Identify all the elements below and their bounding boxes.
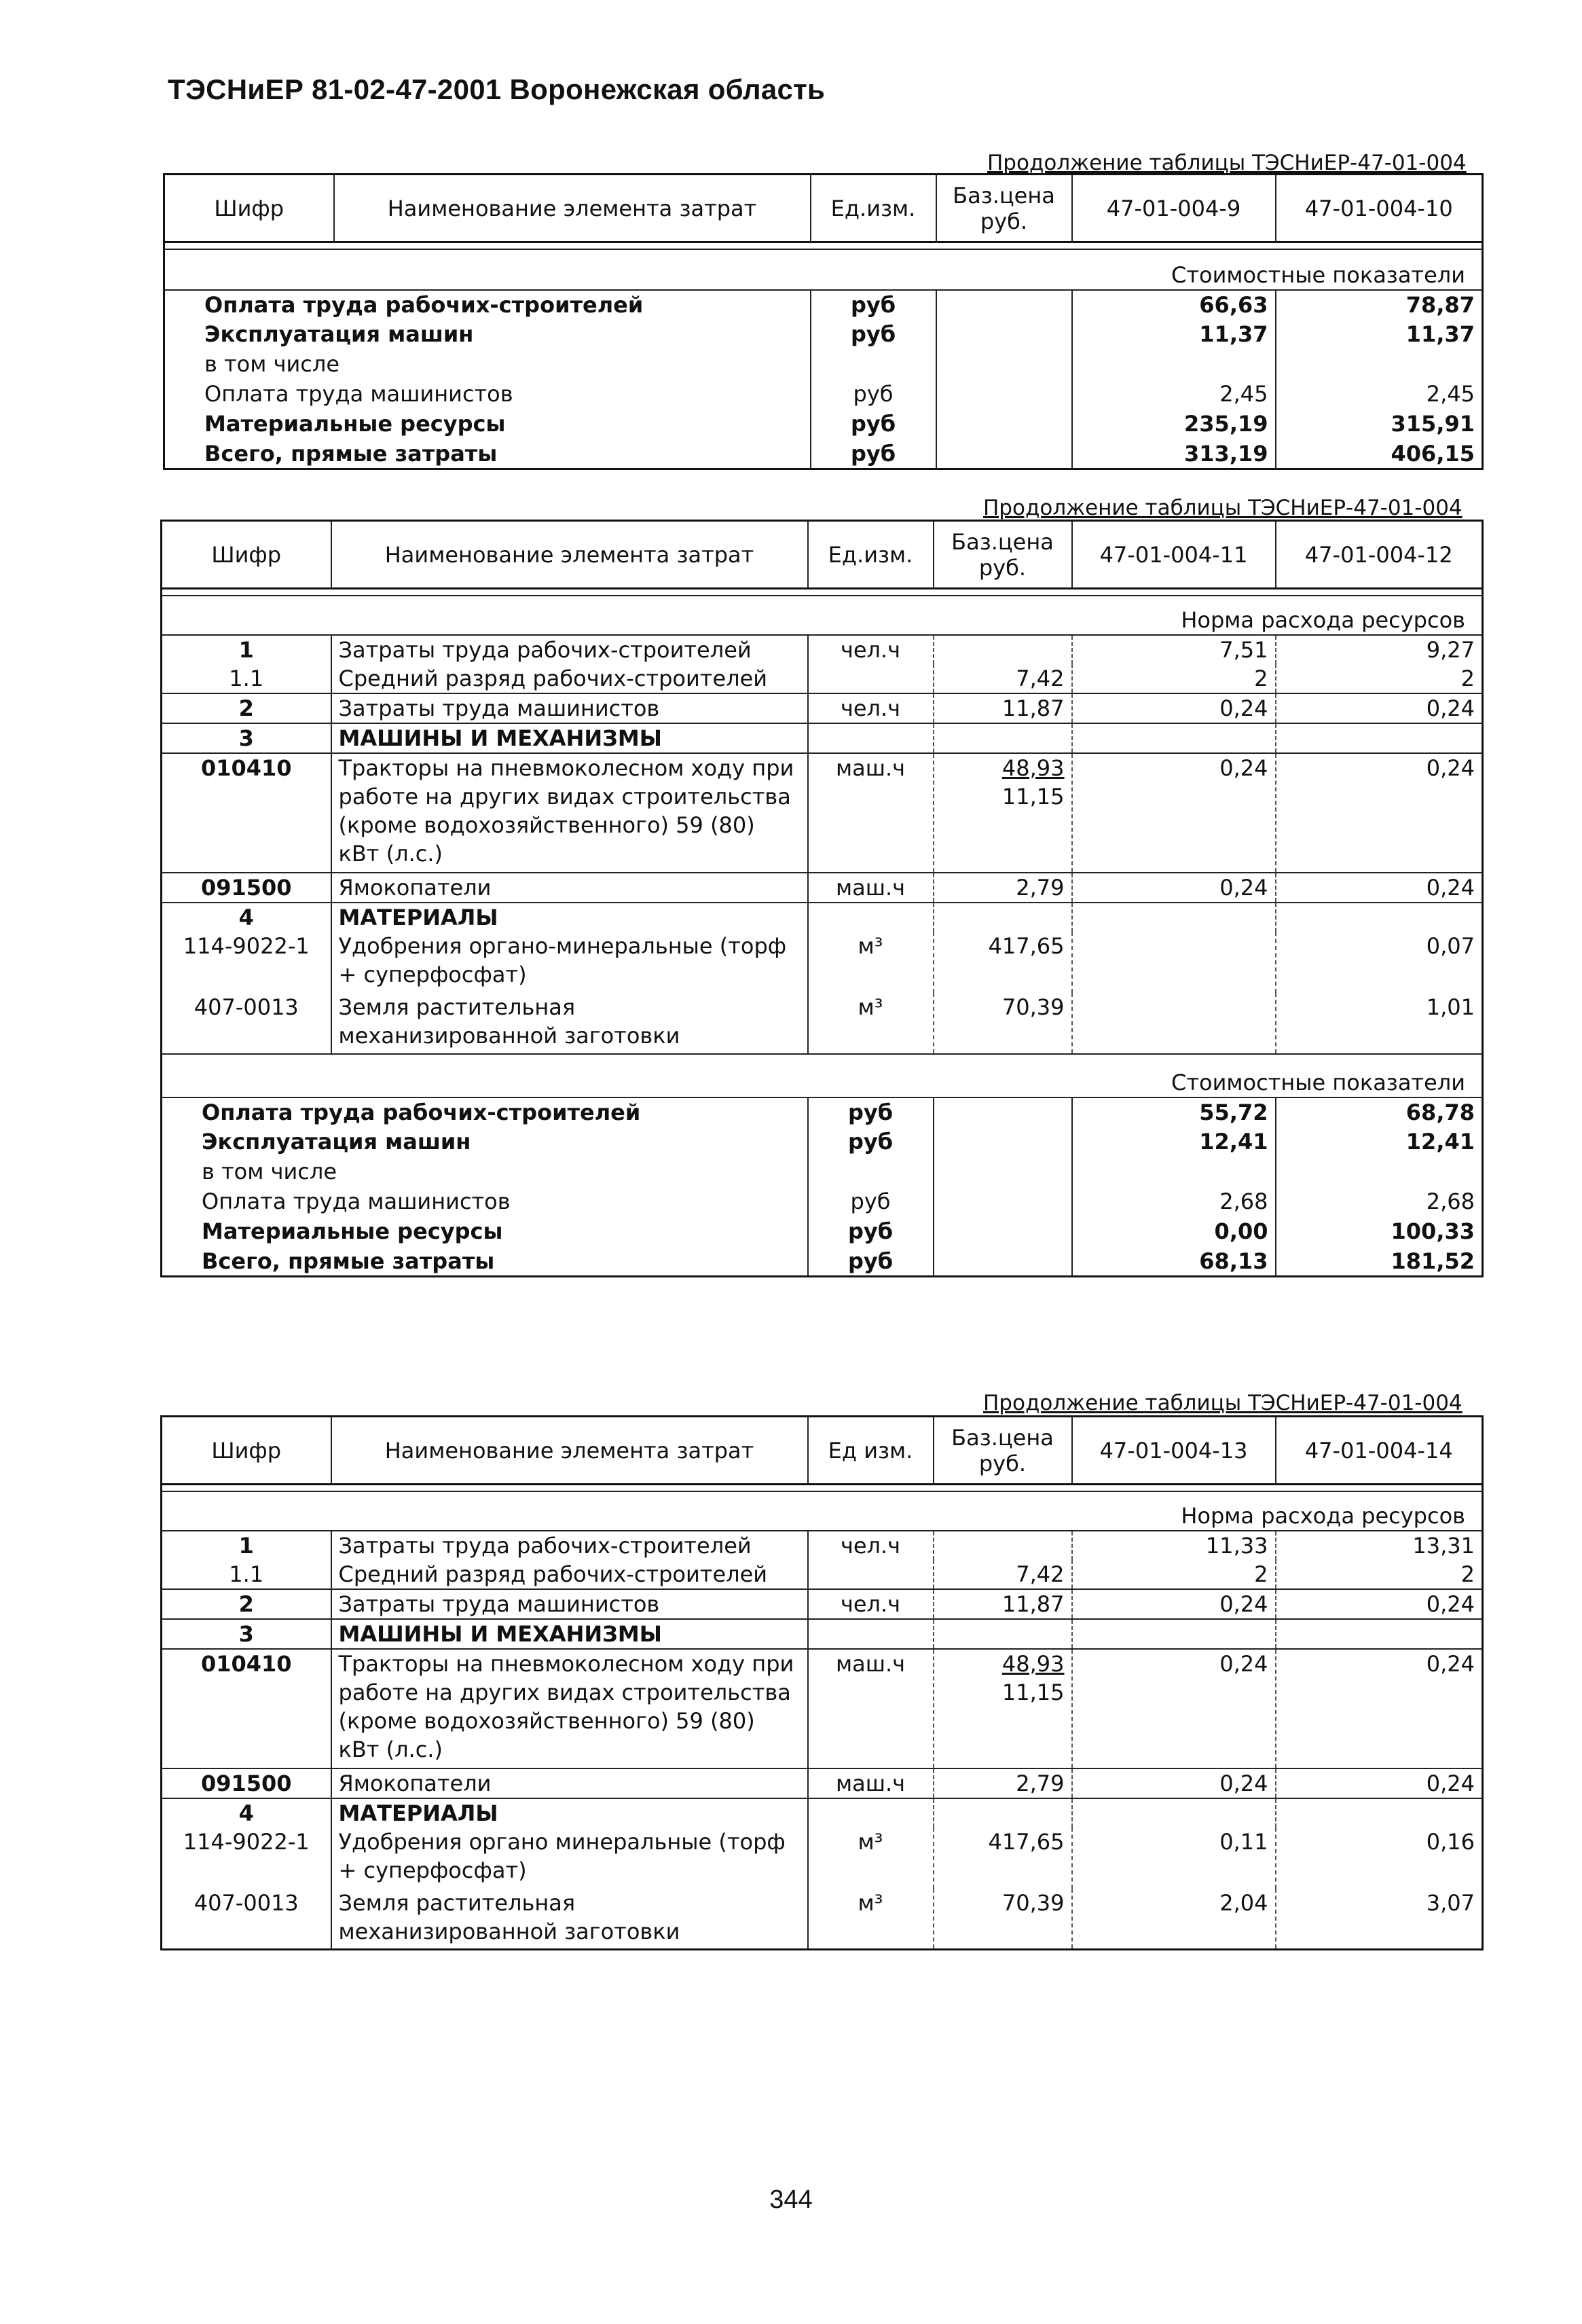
cost-value-2: 12,41 — [1276, 1127, 1483, 1157]
table-row — [162, 723, 1483, 753]
cost-unit: руб — [811, 320, 936, 350]
table2-section-norm — [162, 596, 1483, 635]
row-name: Земля растительная механизированной заготовки — [331, 1889, 808, 1950]
header-name: Наименование элемента затрат — [334, 175, 811, 242]
row-price: 11,87 — [934, 693, 1072, 723]
cost-price — [936, 320, 1072, 350]
table-row — [162, 993, 1483, 1054]
price-denominator: 11,15 — [1001, 1679, 1065, 1705]
row-price: 417,65 — [934, 1828, 1072, 1889]
table2-section-cost — [162, 1054, 1483, 1097]
table-row — [162, 1889, 1483, 1950]
cost-value-2 — [1276, 1157, 1483, 1187]
header-price: Баз.цена руб. — [934, 1417, 1072, 1485]
header-code: Шифр — [162, 1417, 331, 1485]
table1 — [163, 173, 1484, 470]
cost-price — [934, 1127, 1072, 1157]
row-value-1: 11,33 — [1072, 1531, 1276, 1560]
row-value-2 — [1276, 903, 1483, 932]
cost-unit: руб — [808, 1127, 934, 1157]
header-price: Баз.цена руб. — [936, 175, 1072, 242]
row-unit — [808, 664, 934, 693]
table-row — [162, 635, 1483, 664]
cost-price — [934, 1097, 1072, 1127]
header-name: Наименование элемента затрат — [331, 521, 808, 589]
row-value-2 — [1276, 1619, 1483, 1649]
document-title: ТЭСНиЕР 81-02-47-2001 Воронежская область — [168, 73, 826, 105]
row-value-1: 0,24 — [1072, 1649, 1276, 1768]
cost-row — [164, 410, 1483, 439]
cost-unit: руб — [811, 410, 936, 439]
cost-unit: руб — [811, 439, 936, 469]
cost-price — [936, 290, 1072, 320]
row-price — [934, 1619, 1072, 1649]
cost-row — [162, 1097, 1483, 1127]
cost-value-1: 235,19 — [1072, 410, 1276, 439]
cost-row — [162, 1157, 1483, 1187]
row-code: 010410 — [162, 1649, 331, 1768]
row-code: 3 — [162, 1619, 331, 1649]
row-code: 2 — [162, 693, 331, 723]
cost-row — [162, 1217, 1483, 1247]
section-label: Стоимостные показатели — [164, 249, 1483, 290]
cost-row — [162, 1187, 1483, 1217]
table2-resource-rows — [162, 635, 1483, 1054]
row-unit — [808, 723, 934, 753]
table-row — [162, 1619, 1483, 1649]
row-value-2: 0,07 — [1276, 932, 1483, 993]
row-unit — [808, 903, 934, 932]
header-col1: 47-01-004-11 — [1072, 521, 1276, 589]
row-code: 114-9022-1 — [183, 932, 310, 959]
section-label: Норма расхода ресурсов — [162, 1491, 1483, 1531]
row-value-1: 0,24 — [1072, 753, 1276, 873]
row-value-1 — [1072, 723, 1276, 753]
cost-value-2: 68,78 — [1276, 1097, 1483, 1127]
table1-continuation: Продолжение таблицы ТЭСНиЕР-47-01-004 — [987, 151, 1467, 175]
table2-header-row — [162, 521, 1483, 589]
row-price: 7,42 — [934, 1560, 1072, 1589]
row-name: Земля растительная механизированной заготовки — [331, 993, 808, 1054]
cost-value-2: 78,87 — [1276, 290, 1483, 320]
row-name: Тракторы на пневмоколесном ходу при работе на других видах строительства (кроме водохозяйственного) 59 (80) кВт (л.с.) — [331, 1649, 808, 1768]
row-unit: чел.ч — [808, 1531, 934, 1560]
row-code: 1 — [238, 636, 254, 663]
row-unit: маш.ч — [808, 1649, 934, 1768]
row-unit: м³ — [808, 1828, 934, 1889]
header-code: Шифр — [164, 175, 334, 242]
cost-value-1: 0,00 — [1072, 1217, 1276, 1247]
row-price — [934, 1649, 1072, 1768]
cost-value-1: 2,68 — [1072, 1187, 1276, 1217]
table1-cost-rows — [164, 290, 1483, 469]
table2 — [160, 520, 1484, 1277]
row-name: Ямокопатели — [331, 1768, 808, 1798]
header-col2: 47-01-004-14 — [1276, 1417, 1483, 1485]
row-name: Затраты труда рабочих-строителей — [331, 1531, 808, 1560]
price-numerator: 48,93 — [1001, 755, 1065, 781]
row-code: 091500 — [162, 1768, 331, 1798]
row-unit: м³ — [808, 932, 934, 993]
row-name: Затраты труда рабочих-строителей — [331, 635, 808, 664]
row-name: Затраты труда машинистов — [331, 693, 808, 723]
row-value-2: 0,24 — [1276, 873, 1483, 903]
cost-value-2: 181,52 — [1276, 1247, 1483, 1277]
cost-name: Всего, прямые затраты — [202, 1248, 495, 1274]
row-code: 3 — [162, 723, 331, 753]
cost-value-1: 2,45 — [1072, 380, 1276, 410]
row-value-1: 0,24 — [1072, 1589, 1276, 1619]
cost-value-1: 12,41 — [1072, 1127, 1276, 1157]
row-value-1 — [1072, 932, 1276, 993]
row-name: Удобрения органо-минеральные (торф + суперфосфат) — [331, 932, 808, 993]
row-name: МАШИНЫ И МЕХАНИЗМЫ — [331, 1619, 808, 1649]
cost-row — [164, 439, 1483, 469]
row-code: 4 — [162, 903, 331, 932]
cost-row — [164, 320, 1483, 350]
header-price: Баз.цена руб. — [934, 521, 1072, 589]
row-value-2: 2 — [1276, 664, 1483, 693]
cost-value-2: 100,33 — [1276, 1217, 1483, 1247]
section-label: Норма расхода ресурсов — [162, 596, 1483, 635]
row-code: 1.1 — [229, 665, 264, 691]
cost-row — [164, 290, 1483, 320]
row-value-2: 0,24 — [1276, 693, 1483, 723]
cost-name: Оплата труда рабочих-строителей — [202, 1099, 641, 1125]
table-row — [162, 1589, 1483, 1619]
row-price: 417,65 — [934, 932, 1072, 993]
cost-name: в том числе — [204, 350, 339, 377]
row-name: МАШИНЫ И МЕХАНИЗМЫ — [331, 723, 808, 753]
row-value-2: 1,01 — [1276, 993, 1483, 1054]
cost-value-2 — [1276, 350, 1483, 380]
cost-row — [164, 380, 1483, 410]
row-unit — [808, 1798, 934, 1828]
header-unit: Ед.изм. — [811, 175, 936, 242]
row-value-2: 3,07 — [1276, 1889, 1483, 1950]
row-price: 2,79 — [934, 873, 1072, 903]
cost-unit — [811, 350, 936, 380]
row-unit: чел.ч — [808, 635, 934, 664]
row-price — [934, 635, 1072, 664]
cost-value-2: 406,15 — [1276, 439, 1483, 469]
row-unit: чел.ч — [808, 1589, 934, 1619]
price-denominator: 11,15 — [1001, 783, 1065, 810]
row-code: 1.1 — [229, 1561, 264, 1587]
row-unit — [808, 1560, 934, 1589]
row-unit: чел.ч — [808, 693, 934, 723]
cost-value-1 — [1072, 1157, 1276, 1187]
table-row — [162, 932, 1483, 993]
table-row — [162, 753, 1483, 873]
row-value-1 — [1072, 993, 1276, 1054]
header-col1: 47-01-004-9 — [1072, 175, 1276, 242]
row-value-2: 2 — [1276, 1560, 1483, 1589]
cost-value-1 — [1072, 350, 1276, 380]
cost-value-1: 66,63 — [1072, 290, 1276, 320]
cost-unit: руб — [808, 1187, 934, 1217]
row-value-2: 0,24 — [1276, 1768, 1483, 1798]
table3-header-row — [162, 1417, 1483, 1485]
row-value-1: 2 — [1072, 1560, 1276, 1589]
header-code: Шифр — [162, 521, 331, 589]
header-col2: 47-01-004-12 — [1276, 521, 1483, 589]
row-code: 010410 — [162, 753, 331, 873]
cost-name: Эксплуатация машин — [202, 1128, 471, 1155]
row-unit: м³ — [808, 1889, 934, 1950]
cost-unit — [808, 1157, 934, 1187]
row-code: 2 — [162, 1589, 331, 1619]
header-unit: Ед изм. — [808, 1417, 934, 1485]
table-row — [162, 873, 1483, 903]
row-unit: м³ — [808, 993, 934, 1054]
row-price: 2,79 — [934, 1768, 1072, 1798]
cost-row — [164, 350, 1483, 380]
row-name: Тракторы на пневмоколесном ходу при работе на других видах строительства (кроме водохозяйственного) 59 (80) кВт (л.с.) — [331, 753, 808, 873]
table2-cost-rows — [162, 1097, 1483, 1277]
table-row — [162, 1798, 1483, 1828]
row-name: Средний разряд рабочих-строителей — [331, 664, 808, 693]
row-value-2 — [1276, 723, 1483, 753]
cost-value-2: 11,37 — [1276, 320, 1483, 350]
cost-unit: руб — [808, 1097, 934, 1127]
row-unit: маш.ч — [808, 1768, 934, 1798]
row-value-2 — [1276, 1798, 1483, 1828]
cost-value-1: 68,13 — [1072, 1247, 1276, 1277]
row-name: Ямокопатели — [331, 873, 808, 903]
table-row — [162, 1768, 1483, 1798]
header-col2: 47-01-004-10 — [1276, 175, 1483, 242]
cost-price — [936, 410, 1072, 439]
row-price: 7,42 — [934, 664, 1072, 693]
row-price — [934, 1531, 1072, 1560]
row-unit: маш.ч — [808, 873, 934, 903]
row-value-1 — [1072, 903, 1276, 932]
table1-section-cost — [164, 249, 1483, 290]
cost-value-1: 11,37 — [1072, 320, 1276, 350]
cost-unit: руб — [808, 1217, 934, 1247]
cost-name: Оплата труда машинистов — [202, 1188, 511, 1214]
row-price: 70,39 — [934, 993, 1072, 1054]
table2-continuation: Продолжение таблицы ТЭСНиЕР-47-01-004 — [983, 496, 1463, 520]
cost-price — [936, 350, 1072, 380]
table3-section-norm — [162, 1491, 1483, 1531]
header-unit: Ед.изм. — [808, 521, 934, 589]
table3 — [160, 1415, 1484, 1950]
cost-name: Всего, прямые затраты — [204, 440, 498, 467]
row-name: Удобрения органо минеральные (торф + суперфосфат) — [331, 1828, 808, 1889]
table-row — [162, 1649, 1483, 1768]
row-code: 407-0013 — [194, 1889, 299, 1916]
row-unit — [808, 1619, 934, 1649]
cost-unit: руб — [811, 290, 936, 320]
row-value-1 — [1072, 1798, 1276, 1828]
cost-value-2: 2,68 — [1276, 1187, 1483, 1217]
cost-name: в том числе — [202, 1158, 337, 1184]
cost-name: Материальные ресурсы — [204, 410, 506, 437]
cost-value-1: 55,72 — [1072, 1097, 1276, 1127]
row-code: 091500 — [162, 873, 331, 903]
cost-name: Оплата труда машинистов — [204, 380, 513, 407]
cost-unit: руб — [808, 1247, 934, 1277]
row-name: Средний разряд рабочих-строителей — [331, 1560, 808, 1589]
price-numerator: 48,93 — [1001, 1650, 1065, 1677]
row-name: МАТЕРИАЛЫ — [331, 903, 808, 932]
row-value-1: 0,24 — [1072, 693, 1276, 723]
row-value-2: 13,31 — [1276, 1531, 1483, 1560]
section-label: Стоимостные показатели — [162, 1054, 1483, 1097]
row-price: 11,87 — [934, 1589, 1072, 1619]
row-value-2: 0,16 — [1276, 1828, 1483, 1889]
row-value-1 — [1072, 1619, 1276, 1649]
table-row — [162, 1828, 1483, 1889]
table-row — [162, 1560, 1483, 1589]
cost-row — [162, 1247, 1483, 1277]
row-price — [934, 903, 1072, 932]
cost-name: Оплата труда рабочих-строителей — [204, 291, 644, 318]
row-code: 114-9022-1 — [183, 1828, 310, 1855]
table3-continuation: Продолжение таблицы ТЭСНиЕР-47-01-004 — [983, 1391, 1463, 1415]
row-price — [934, 723, 1072, 753]
cost-value-2: 315,91 — [1276, 410, 1483, 439]
cost-price — [936, 439, 1072, 469]
row-value-1: 7,51 — [1072, 635, 1276, 664]
cost-row — [162, 1127, 1483, 1157]
row-value-2: 9,27 — [1276, 635, 1483, 664]
row-value-1: 0,24 — [1072, 873, 1276, 903]
row-price — [934, 1798, 1072, 1828]
row-name: Затраты труда машинистов — [331, 1589, 808, 1619]
cost-value-2: 2,45 — [1276, 380, 1483, 410]
table-row — [162, 903, 1483, 932]
row-code: 4 — [162, 1798, 331, 1828]
row-code: 1 — [238, 1532, 254, 1559]
row-value-2: 0,24 — [1276, 1589, 1483, 1619]
header-name: Наименование элемента затрат — [331, 1417, 808, 1485]
row-value-1: 2,04 — [1072, 1889, 1276, 1950]
cost-price — [936, 380, 1072, 410]
header-col1: 47-01-004-13 — [1072, 1417, 1276, 1485]
table-row — [162, 1531, 1483, 1560]
table-row — [162, 664, 1483, 693]
table-row — [162, 693, 1483, 723]
row-value-1: 0,11 — [1072, 1828, 1276, 1889]
cost-price — [934, 1187, 1072, 1217]
page-number: 344 — [769, 2185, 813, 2214]
row-code: 407-0013 — [194, 994, 299, 1020]
row-price — [934, 753, 1072, 873]
cost-name: Эксплуатация машин — [204, 321, 474, 347]
row-value-2: 0,24 — [1276, 1649, 1483, 1768]
table1-header-row — [164, 175, 1483, 242]
cost-unit: руб — [811, 380, 936, 410]
cost-price — [934, 1247, 1072, 1277]
cost-value-1: 313,19 — [1072, 439, 1276, 469]
row-value-1: 2 — [1072, 664, 1276, 693]
cost-name: Материальные ресурсы — [202, 1218, 503, 1244]
row-value-2: 0,24 — [1276, 753, 1483, 873]
cost-price — [934, 1157, 1072, 1187]
row-name: МАТЕРИАЛЫ — [331, 1798, 808, 1828]
row-unit: маш.ч — [808, 753, 934, 873]
table3-resource-rows — [162, 1531, 1483, 1950]
row-price: 70,39 — [934, 1889, 1072, 1950]
cost-price — [934, 1217, 1072, 1247]
row-value-1: 0,24 — [1072, 1768, 1276, 1798]
